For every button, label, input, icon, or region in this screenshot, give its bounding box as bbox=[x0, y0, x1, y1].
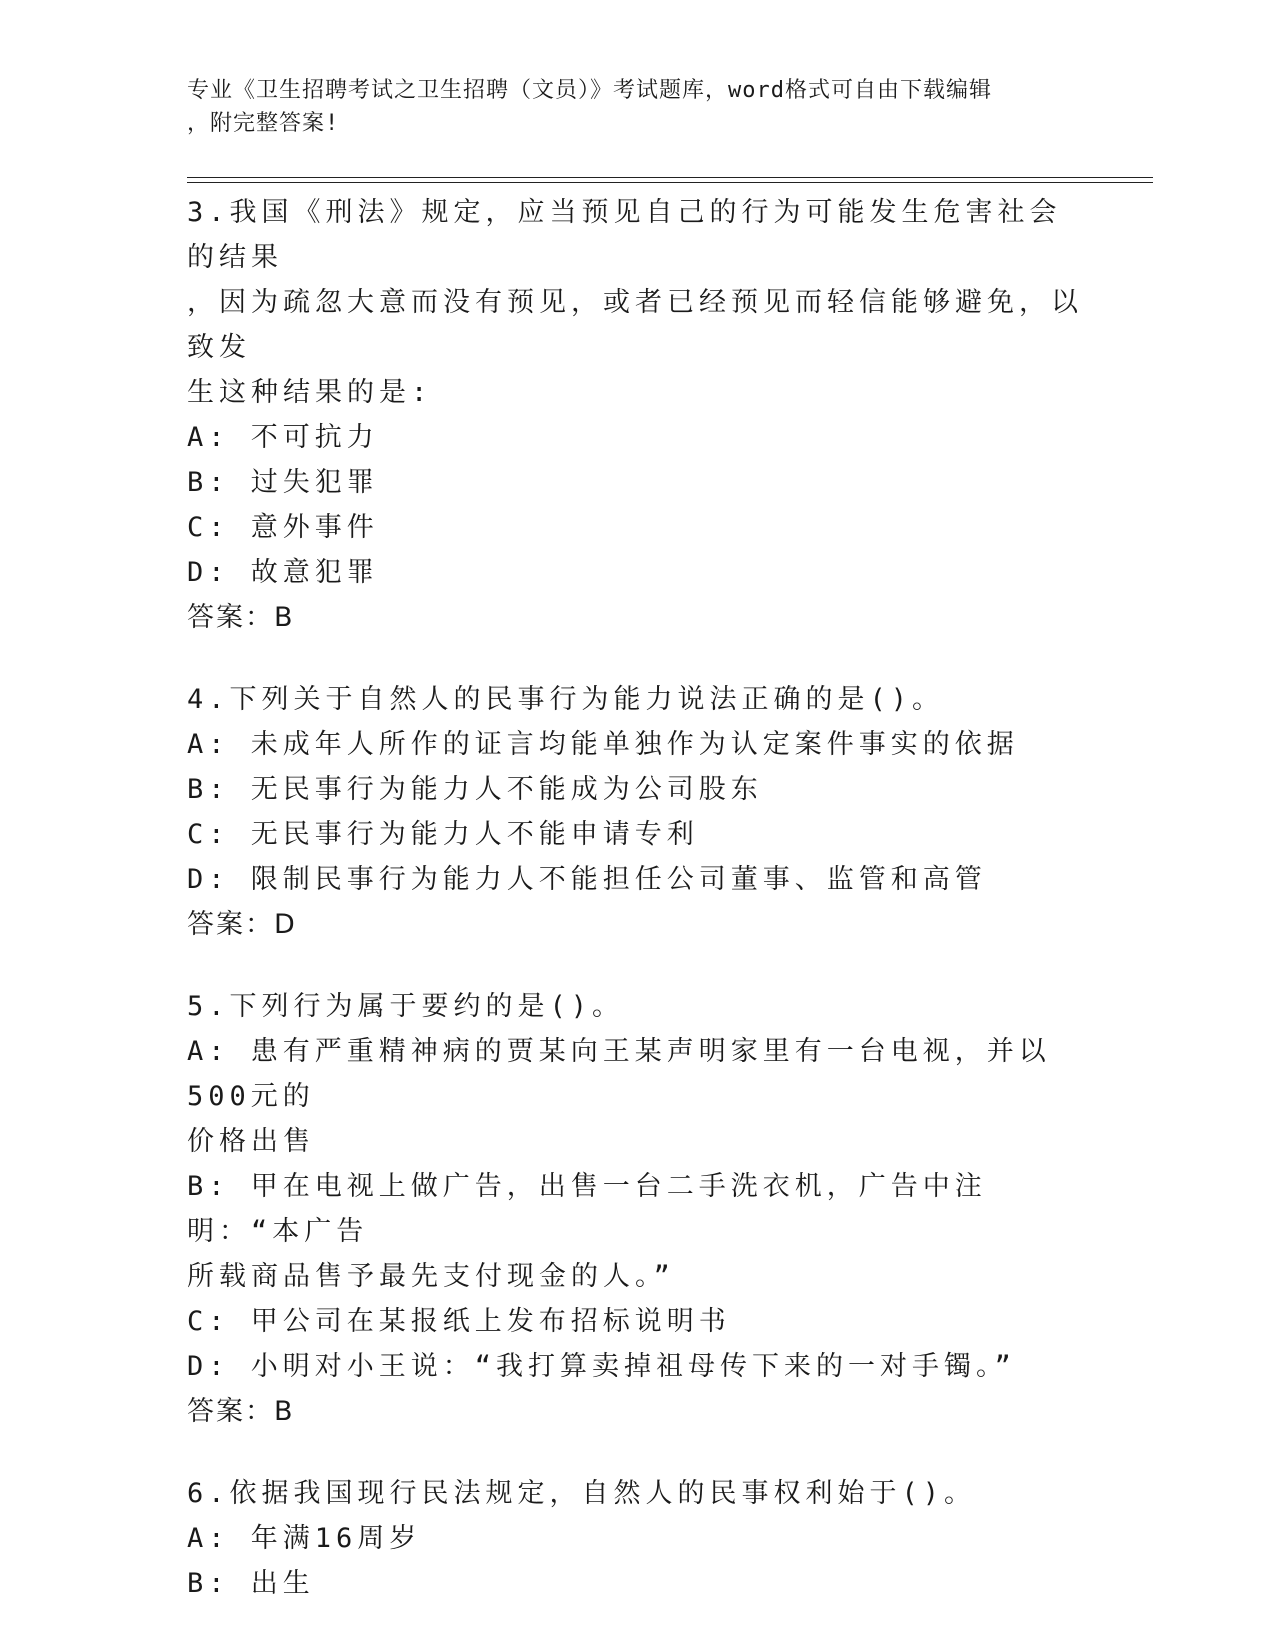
option-b: B: 无民事行为能力人不能成为公司股东 bbox=[187, 774, 763, 805]
option-d: D: 故意犯罪 bbox=[187, 557, 379, 588]
question-5 bbox=[187, 984, 1087, 1434]
option-d: D: 限制民事行为能力人不能担任公司董事、监管和高管 bbox=[187, 864, 987, 895]
answer-label: 答案：B bbox=[187, 602, 295, 633]
question-stem-line: 生这种结果的是: bbox=[187, 377, 433, 408]
question-stem-line: ，因为疏忽大意而没有预见，或者已经预见而轻信能够避免，以致发 bbox=[187, 287, 1083, 363]
header-line-2: ，附完整答案! bbox=[187, 111, 340, 136]
question-stem-line: 4.下列关于自然人的民事行为能力说法正确的是()。 bbox=[187, 684, 945, 715]
option-a-continued: 价格出售 bbox=[187, 1126, 315, 1157]
question-3 bbox=[187, 190, 1087, 640]
header-divider bbox=[187, 177, 1153, 183]
option-a: A: 患有严重精神病的贾某向王某声明家里有一台电视，并以500元的 bbox=[187, 1036, 1051, 1112]
option-b-continued: 所载商品售予最先支付现金的人。” bbox=[187, 1261, 675, 1292]
option-c: C: 无民事行为能力人不能申请专利 bbox=[187, 819, 699, 850]
question-stem-line: 6.依据我国现行民法规定，自然人的民事权利始于()。 bbox=[187, 1478, 977, 1509]
option-c: C: 意外事件 bbox=[187, 512, 379, 543]
page-header bbox=[187, 74, 1087, 140]
answer-label: 答案：B bbox=[187, 1396, 295, 1427]
option-b: B: 出生 bbox=[187, 1568, 315, 1599]
question-6 bbox=[187, 1471, 1087, 1606]
question-stem-line: 5.下列行为属于要约的是()。 bbox=[187, 991, 625, 1022]
option-a: A: 不可抗力 bbox=[187, 422, 379, 453]
option-b: B: 过失犯罪 bbox=[187, 467, 379, 498]
option-b: B: 甲在电视上做广告，出售一台二手洗衣机，广告中注明：“本广告 bbox=[187, 1171, 987, 1247]
question-list bbox=[187, 190, 1087, 1643]
question-4 bbox=[187, 677, 1087, 947]
option-d: D: 小明对小王说：“我打算卖掉祖母传下来的一对手镯。” bbox=[187, 1351, 1016, 1382]
option-a: A: 年满16周岁 bbox=[187, 1523, 422, 1554]
option-a: A: 未成年人所作的证言均能单独作为认定案件事实的依据 bbox=[187, 729, 1019, 760]
option-c: C: 甲公司在某报纸上发布招标说明书 bbox=[187, 1306, 731, 1337]
header-line-1: 专业《卫生招聘考试之卫生招聘（文员）》考试题库，word格式可自由下载编辑 bbox=[187, 78, 992, 103]
question-stem-line: 3.我国《刑法》规定，应当预见自己的行为可能发生危害社会的结果 bbox=[187, 197, 1062, 273]
answer-label: 答案：D bbox=[187, 909, 297, 940]
